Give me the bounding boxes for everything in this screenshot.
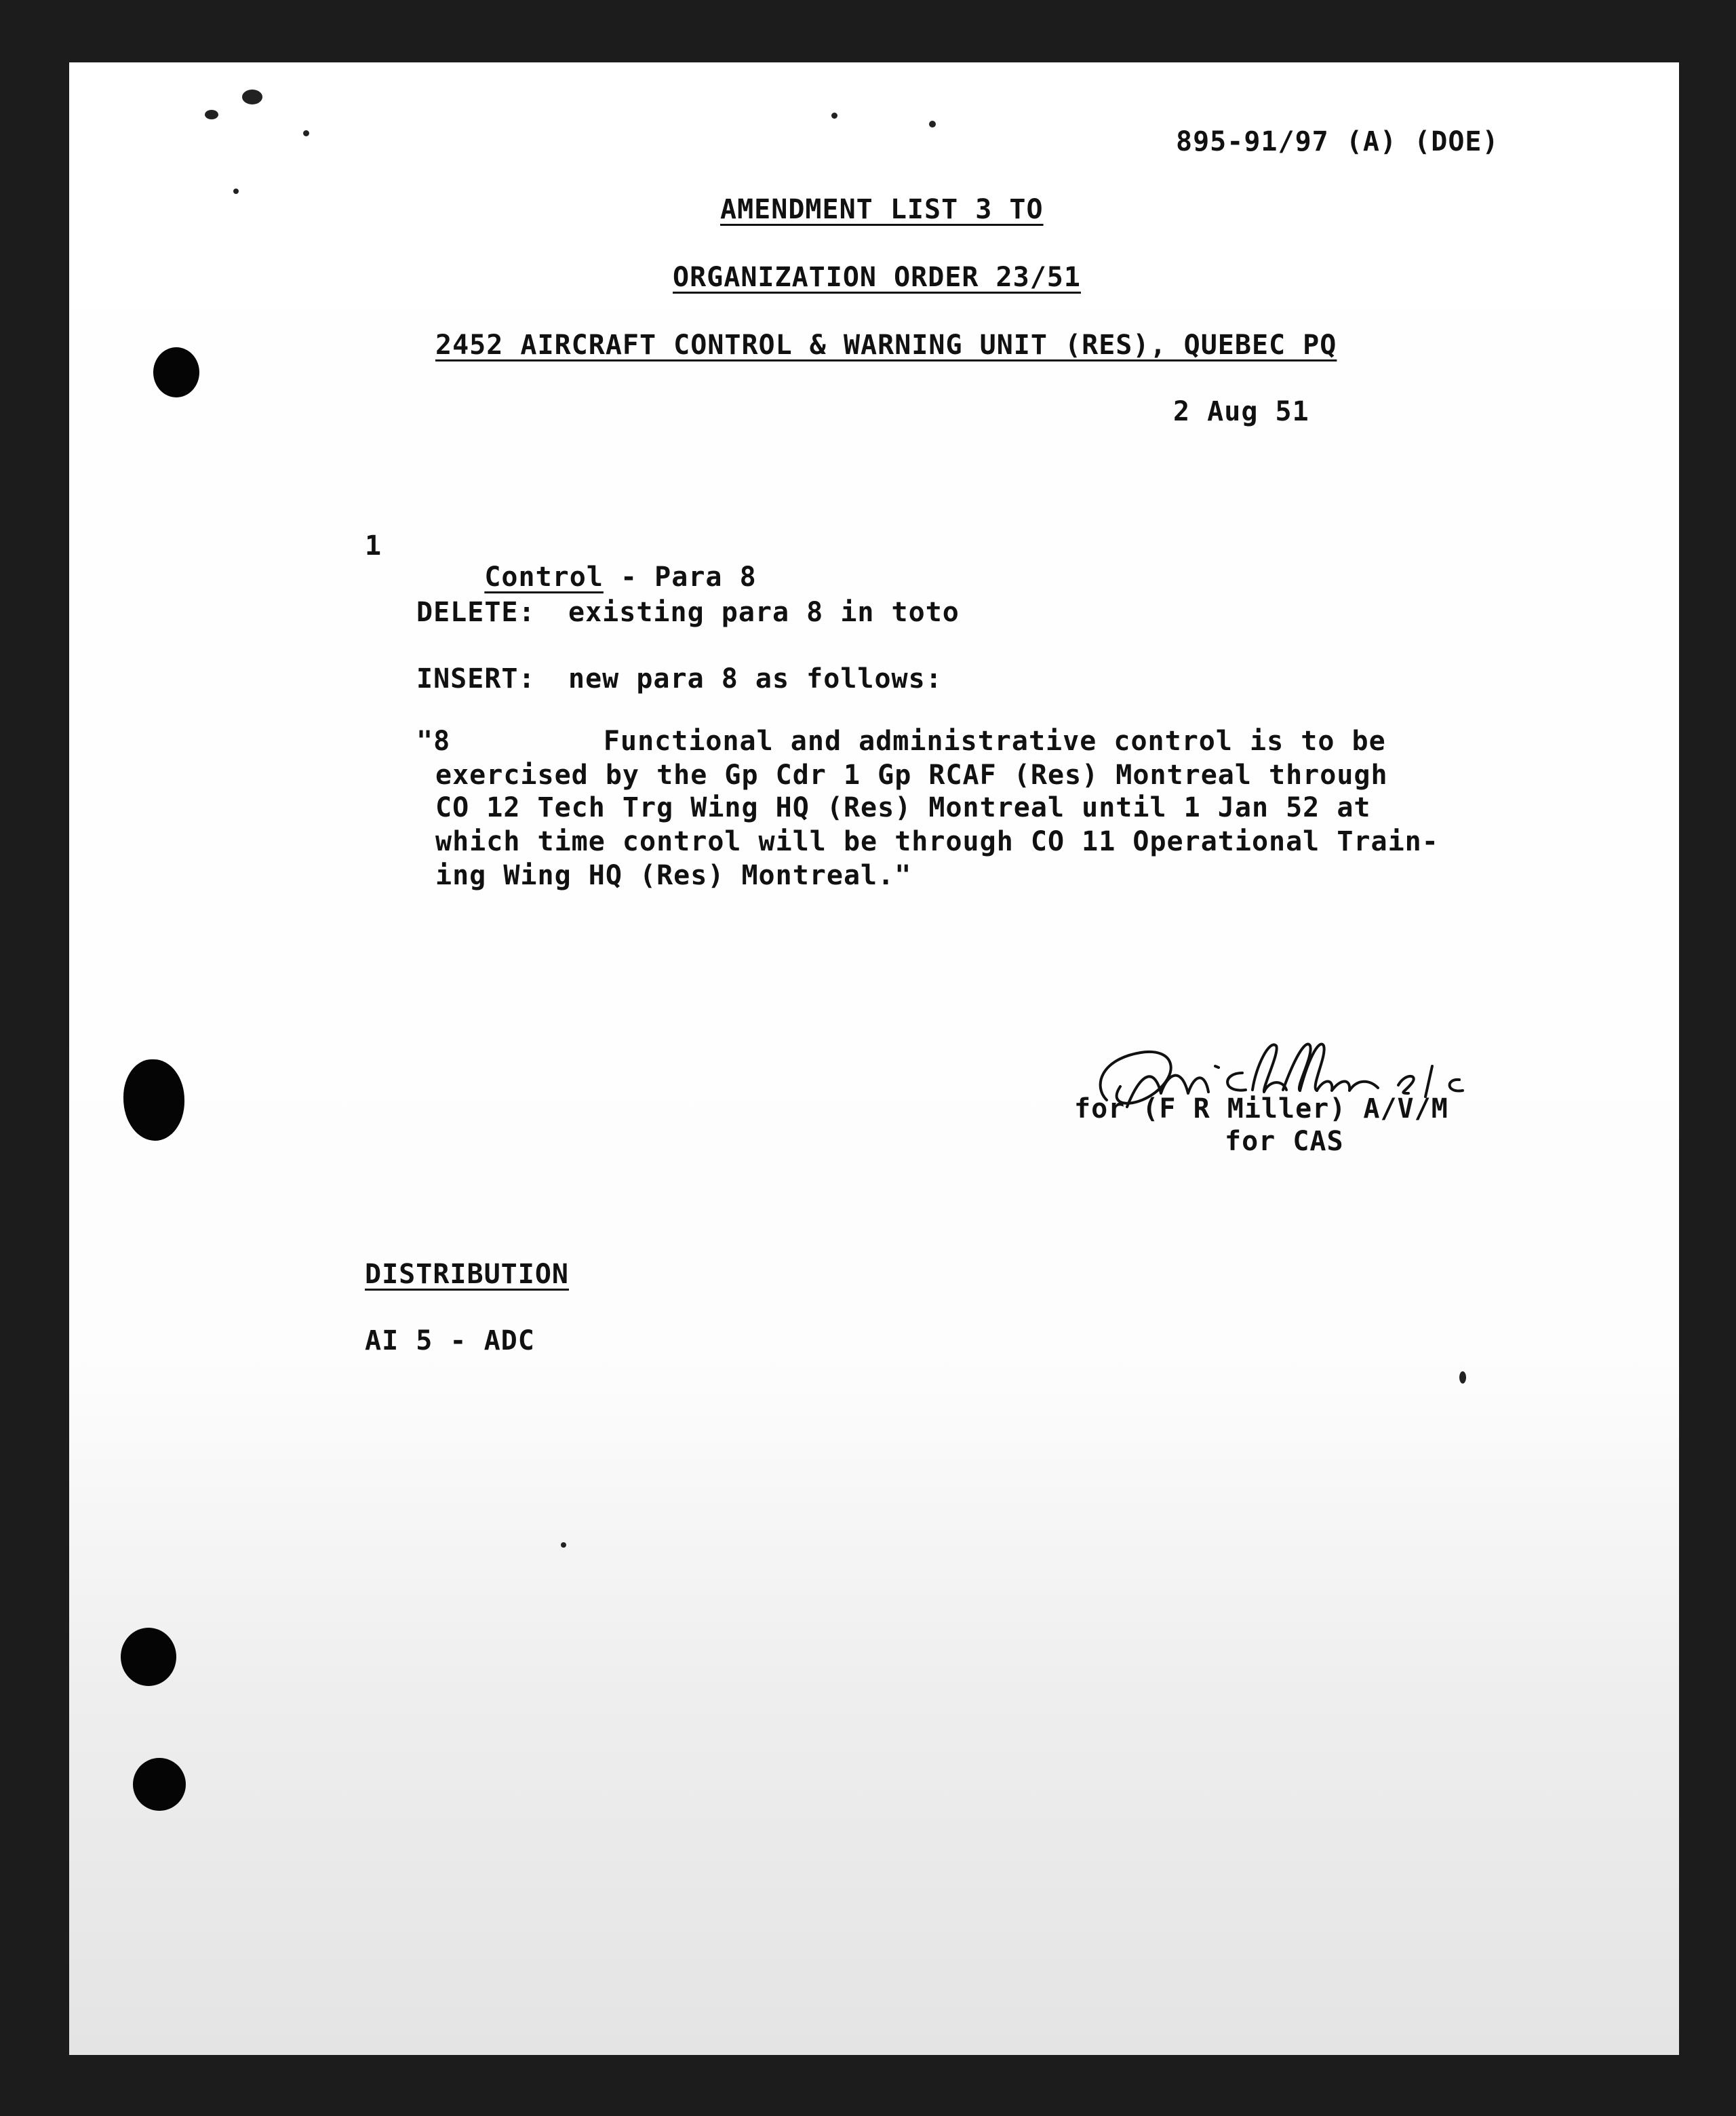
punch-hole-top [153, 347, 199, 397]
new-para-line: which time control will be through CO 11 Operational Train- [435, 826, 1439, 857]
document-page [69, 62, 1679, 2055]
ink-speck [561, 1542, 566, 1548]
heading-organization-order: ORGANIZATION ORDER 23/51 [673, 262, 1081, 293]
ink-speck [205, 110, 218, 119]
new-para-line: "8 Functional and administrative control is to be [416, 726, 1386, 757]
heading-amendment-list: AMENDMENT LIST 3 TO [720, 194, 1044, 225]
document-date: 2 Aug 51 [1173, 396, 1309, 427]
ink-speck [831, 113, 837, 119]
signature-line-for-cas: for CAS [1225, 1126, 1344, 1157]
ink-speck [929, 121, 936, 128]
ink-speck [233, 189, 239, 194]
new-para-line: exercised by the Gp Cdr 1 Gp RCAF (Res) Montreal through [435, 760, 1388, 791]
delete-label: DELETE: [416, 597, 536, 628]
distribution-item: AI 5 - ADC [365, 1325, 535, 1356]
signature-line-for-miller: for (F R Miller) A/V/M [1074, 1093, 1448, 1124]
ink-speck [1459, 1371, 1466, 1384]
section-suffix: - Para 8 [603, 562, 757, 593]
file-reference: 895-91/97 (A) (DOE) [1176, 126, 1499, 157]
distribution-label: DISTRIBUTION [365, 1259, 569, 1290]
insert-text: new para 8 as follows: [568, 663, 943, 694]
insert-label: INSERT: [416, 663, 536, 694]
punch-hole-middle [123, 1059, 184, 1141]
ink-speck [303, 130, 309, 136]
ink-speck [242, 90, 262, 104]
heading-unit-name: 2452 AIRCRAFT CONTROL & WARNING UNIT (RES), QUEBEC PQ [435, 330, 1337, 361]
new-para-line: ing Wing HQ (Res) Montreal." [435, 860, 912, 891]
new-para-line: CO 12 Tech Trg Wing HQ (Res) Montreal until 1 Jan 52 at [435, 792, 1371, 823]
punch-hole-bottom [133, 1758, 186, 1811]
section-title: Control [484, 562, 604, 593]
delete-text: existing para 8 in toto [568, 597, 960, 628]
punch-hole-lower [121, 1628, 176, 1686]
section-number: 1 [365, 530, 382, 562]
